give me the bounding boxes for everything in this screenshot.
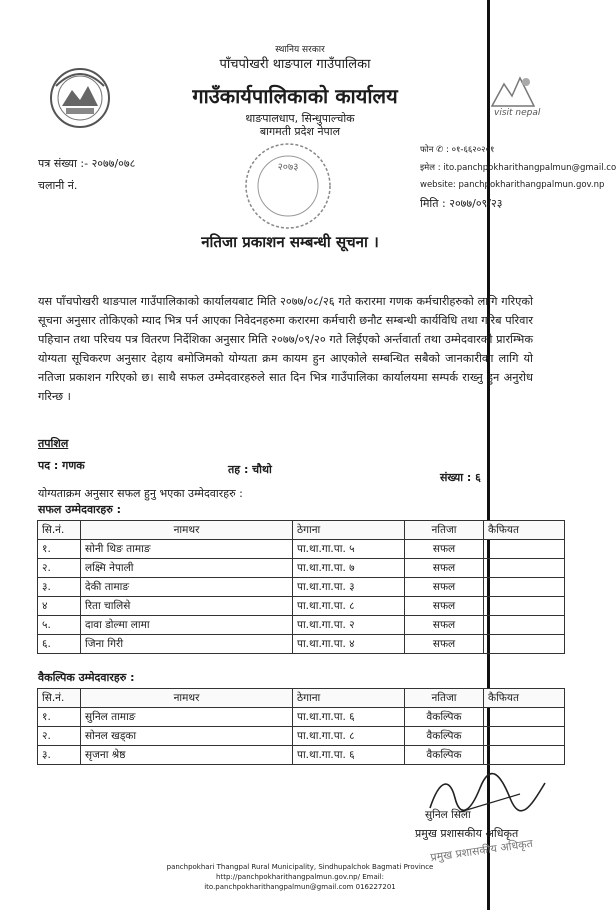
table-row	[38, 616, 565, 635]
col-serial: सि.नं.	[38, 689, 81, 708]
phone-number: फोन ✆ : ०१-६६२०२०१	[420, 145, 495, 155]
cell-address: पा.था.गा.पा. ६	[293, 708, 405, 727]
signatory-name: सुनिल सिला	[425, 809, 471, 821]
cell-remarks	[484, 708, 565, 727]
signatory-stamp: प्रमुख प्रशासकीय अधिकृत	[429, 836, 534, 865]
cell-address: पा.था.गा.पा. ८	[293, 727, 405, 746]
cell-name: दावा डोल्मा लामा	[81, 616, 293, 635]
cell-remarks	[484, 727, 565, 746]
visit-nepal-text: visit nepal	[494, 108, 541, 118]
cell-name: देकी तामाङ	[81, 578, 293, 597]
cell-remarks	[484, 597, 565, 616]
col-name: नामथर	[81, 521, 293, 540]
cell-name: सुनिल तामाङ	[81, 708, 293, 727]
details-heading: तपशिल	[38, 437, 69, 450]
table-row	[38, 559, 565, 578]
cell-serial: ३.	[38, 746, 81, 765]
table-row	[38, 708, 565, 727]
stamp-year: २०७३	[277, 162, 299, 173]
cell-remarks	[484, 616, 565, 635]
office-stamp	[238, 140, 338, 232]
municipality-name: पाँचपोखरी थाङपाल गाउँपालिका	[219, 57, 371, 72]
table-row	[38, 597, 565, 616]
cell-remarks	[484, 540, 565, 559]
signatory-title: प्रमुख प्रशासकीय अधिकृत	[415, 827, 519, 840]
alternate-table	[37, 688, 565, 765]
cell-address: पा.था.गा.पा. ३	[293, 578, 405, 597]
post-label: पद : गणक	[38, 459, 85, 472]
col-result: नतिजा	[405, 521, 484, 540]
table-row	[38, 578, 565, 597]
cell-serial: २.	[38, 727, 81, 746]
cell-address: पा.था.गा.पा. ४	[293, 635, 405, 654]
website: website: panchpokharithangpalmun.gov.np	[420, 180, 605, 190]
col-address: ठेगाना	[293, 521, 405, 540]
cell-name: जिना गिरी	[81, 635, 293, 654]
cell-result: सफल	[405, 559, 484, 578]
cell-serial: ३.	[38, 578, 81, 597]
cell-name: सोनल खड्का	[81, 727, 293, 746]
cell-address: पा.था.गा.पा. ८	[293, 597, 405, 616]
successful-table	[37, 520, 565, 654]
email-address: इमेल : ito.panchpokharithangpalmun@gmail.co	[420, 163, 616, 173]
successful-heading: सफल उम्मेदवारहरु :	[38, 503, 122, 516]
col-name: नामथर	[81, 689, 293, 708]
cell-serial: ६.	[38, 635, 81, 654]
count-label: संख्या : ६	[440, 471, 481, 484]
table-header-row	[38, 521, 565, 540]
cell-result: सफल	[405, 635, 484, 654]
cell-address: पा.था.गा.पा. २	[293, 616, 405, 635]
cell-remarks	[484, 746, 565, 765]
col-remarks: कैफियत	[484, 521, 565, 540]
alternate-heading: वैकल्पिक उम्मेदवारहरु :	[38, 671, 135, 684]
cell-result: सफल	[405, 597, 484, 616]
gov-label: स्थानिय सरकार	[275, 45, 325, 55]
cell-serial: १.	[38, 540, 81, 559]
notice-body: यस पाँचपोखरी थाङपाल गाउँपालिकाको कार्यालयबाट मिति २०७७/०८/२६ गते करारमा गणक कर्मचारीहरुको लागि गरिएको सूचना अनुसार तोकिएको म्याद भित्र पर्न आएका निवेदनहरुमा करारमा कर्मचारी छनौट सम्बन्धी कार्यविधि तथा गरिब परिवार पहिचान तथा परिचय पत्र वितरण निर्देशिका अनुसार मिति २०७७/०९/२० गते लिईएको अर्न्तवार्ता तथा उम्मेदवारको प्रारम्भिक योग्यता सूचिकरण अनुसार देहाय बमोजिमको योग्यता क्रम कायम हुन आएकोले सम्बन्धित सबैको जानकारीका लागि यो नतिजा प्रकाशन गरिएको छ। साथै सफल उम्मेदवारहरुले सात दिन भित्र गाउँपालिका कार्यालयमा सम्पर्क राख्नु हुन अनुरोध गरिन्छ ।	[38, 295, 533, 403]
cell-name: रिता चालिसे	[81, 597, 293, 616]
visit-nepal-logo-icon	[482, 72, 542, 112]
cell-name: सृजना श्रेष्ठ	[81, 746, 293, 765]
cell-remarks	[484, 559, 565, 578]
cell-name: सोनी थिङ तामाङ	[81, 540, 293, 559]
cell-serial: ४	[38, 597, 81, 616]
cell-result: वैकल्पिक	[405, 727, 484, 746]
cell-address: पा.था.गा.पा. ५	[293, 540, 405, 559]
footer	[100, 862, 500, 892]
notice-title: नतिजा प्रकाशन सम्बन्धी सूचना ।	[201, 233, 379, 251]
footer-line-2: ito.panchpokharithangpalmun@gmail.com 016227201	[204, 883, 396, 891]
cell-serial: १.	[38, 708, 81, 727]
cell-remarks	[484, 578, 565, 597]
cell-result: वैकल्पिक	[405, 746, 484, 765]
table-row	[38, 635, 565, 654]
dispatch-number: चलानी नं.	[38, 179, 78, 192]
address-line-2: बागमती प्रदेश नेपाल	[259, 125, 341, 138]
col-serial: सि.नं.	[38, 521, 81, 540]
table-row	[38, 540, 565, 559]
cell-result: वैकल्पिक	[405, 708, 484, 727]
cell-result: सफल	[405, 540, 484, 559]
cell-address: पा.था.गा.पा. ७	[293, 559, 405, 578]
cell-remarks	[484, 635, 565, 654]
address-line-1: थाङपालधाप, सिन्धुपाल्चोक	[245, 112, 355, 125]
cell-result: सफल	[405, 578, 484, 597]
level-label: तह : चौथो	[228, 463, 272, 476]
cell-result: सफल	[405, 616, 484, 635]
office-title: गाउँकार्यपालिकाको कार्यालय	[192, 84, 398, 108]
nepal-emblem-icon	[48, 66, 112, 130]
cell-address: पा.था.गा.पा. ६	[293, 746, 405, 765]
col-result: नतिजा	[405, 689, 484, 708]
table-row	[38, 727, 565, 746]
col-address: ठेगाना	[293, 689, 405, 708]
col-remarks: कैफियत	[484, 689, 565, 708]
date: मिति : २०७७/०९/२३	[420, 197, 503, 210]
footer-line-1: panchpokhari Thangpal Rural Municipality, Sindhupalchok Bagmati Province http://panchpokharithangpalmun.gov.np/ Email:	[166, 863, 434, 881]
cell-name: लक्ष्मि नेपाली	[81, 559, 293, 578]
cell-serial: ५.	[38, 616, 81, 635]
table-row	[38, 746, 565, 765]
table-header-row	[38, 689, 565, 708]
reference-number: पत्र संख्या :- २०७७/०७८	[38, 157, 136, 170]
merit-note: योग्यताक्रम अनुसार सफल हुनु भएका उम्मेदवारहरु :	[38, 487, 243, 500]
cell-serial: २.	[38, 559, 81, 578]
